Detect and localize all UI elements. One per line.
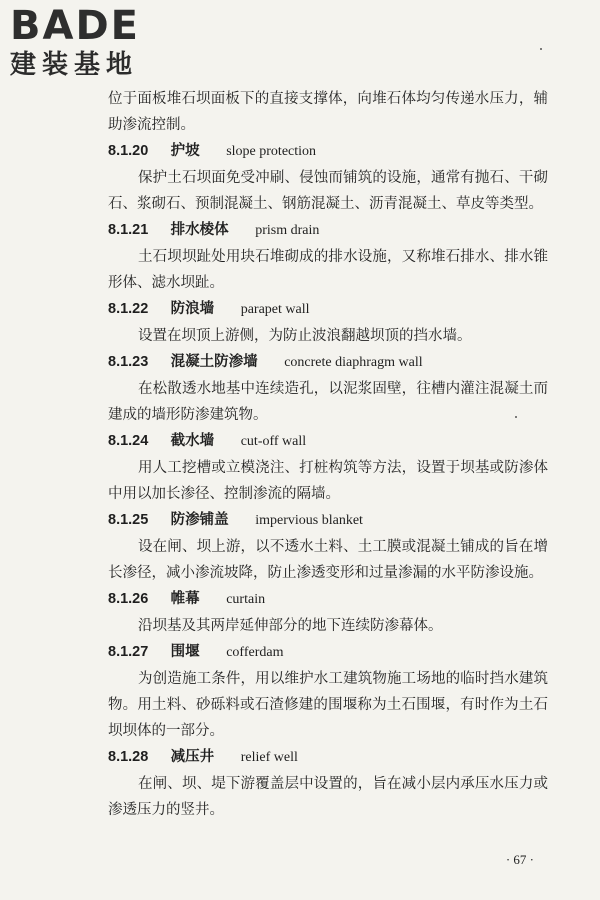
term-english: prism drain bbox=[255, 223, 320, 238]
term-heading bbox=[108, 138, 548, 165]
term-entry-8-1-27 bbox=[108, 639, 548, 744]
term-number: 8.1.26 bbox=[108, 591, 149, 607]
term-heading bbox=[108, 349, 548, 376]
term-definition: 设在闸、坝上游，以不透水土料、土工膜或混凝土铺成的旨在增长渗径，减小渗流坡降，防止渗透变形和过量渗漏的水平防渗设施。 bbox=[108, 539, 548, 581]
page-content bbox=[108, 86, 548, 823]
term-heading bbox=[108, 217, 548, 244]
term-heading bbox=[108, 507, 548, 534]
term-chinese: 防渗铺盖 bbox=[170, 511, 229, 528]
term-number: 8.1.23 bbox=[108, 354, 149, 370]
term-number: 8.1.25 bbox=[108, 512, 149, 528]
scan-speck bbox=[515, 416, 517, 418]
term-chinese: 防浪墙 bbox=[170, 300, 215, 317]
term-number: 8.1.22 bbox=[108, 301, 149, 317]
term-definition: 为创造施工条件，用以维护水工建筑物施工场地的临时挡水建筑物。用土料、砂砾料或石渣修建的围堰称为土石围堰，有时作为土石坝坝体的一部分。 bbox=[108, 671, 548, 739]
term-entry-8-1-21 bbox=[108, 217, 548, 296]
term-chinese: 截水墙 bbox=[170, 432, 215, 449]
term-number: 8.1.27 bbox=[108, 644, 149, 660]
term-entry-8-1-25 bbox=[108, 507, 548, 586]
term-english: slope protection bbox=[226, 144, 317, 159]
term-definition: 沿坝基及其两岸延伸部分的地下连续防渗幕体。 bbox=[138, 618, 443, 634]
term-chinese: 减压井 bbox=[170, 748, 215, 765]
term-chinese: 混凝土防渗墙 bbox=[170, 353, 258, 370]
term-chinese: 帷幕 bbox=[170, 590, 200, 607]
page-number: · 67 · bbox=[505, 852, 534, 867]
term-entry-8-1-24 bbox=[108, 428, 548, 507]
term-chinese: 护坡 bbox=[170, 142, 200, 159]
term-english: impervious blanket bbox=[255, 513, 363, 528]
term-heading bbox=[108, 586, 548, 613]
term-heading bbox=[108, 428, 548, 455]
intro-paragraph: 位于面板堆石坝面板下的直接支撑体，向堆石体均匀传递水压力，辅助渗流控制。 bbox=[108, 91, 548, 133]
watermark-logo bbox=[10, 4, 180, 96]
scan-speck bbox=[540, 48, 542, 50]
term-number: 8.1.24 bbox=[108, 433, 149, 449]
term-heading bbox=[108, 744, 548, 771]
term-english: parapet wall bbox=[240, 302, 310, 317]
term-english: curtain bbox=[226, 592, 266, 607]
term-definition: 保护土石坝面免受冲刷、侵蚀而铺筑的设施，通常有抛石、干砌石、浆砌石、预制混凝土、钢筋混凝土、沥青混凝土、草皮等类型。 bbox=[108, 170, 548, 212]
watermark-logo-text: BADE bbox=[10, 3, 140, 49]
term-chinese: 围堰 bbox=[170, 643, 200, 660]
term-definition: 设置在坝顶上游侧，为防止波浪翻越坝顶的挡水墙。 bbox=[138, 328, 472, 344]
term-heading bbox=[108, 639, 548, 666]
term-english: relief well bbox=[240, 750, 298, 765]
term-definition: 用人工挖槽或立模浇注、打桩构筑等方法，设置于坝基或防渗体中用以加长渗径、控制渗流的隔墙。 bbox=[108, 460, 548, 502]
term-chinese: 排水棱体 bbox=[170, 221, 229, 238]
term-definition: 在松散透水地基中连续造孔，以泥浆固壁，往槽内灌注混凝土而建成的墙形防渗建筑物。 bbox=[108, 381, 548, 423]
watermark-subtitle: 建装基地 bbox=[10, 50, 139, 80]
term-number: 8.1.28 bbox=[108, 749, 149, 765]
term-entry-8-1-23 bbox=[108, 349, 548, 428]
term-entry-8-1-20 bbox=[108, 138, 548, 217]
term-entry-8-1-22 bbox=[108, 296, 548, 349]
term-definition: 土石坝坝趾处用块石堆砌成的排水设施，又称堆石排水、排水锥形体、滤水坝趾。 bbox=[108, 249, 548, 291]
term-entry-8-1-26 bbox=[108, 586, 548, 639]
term-heading bbox=[108, 296, 548, 323]
term-entry-8-1-28 bbox=[108, 744, 548, 823]
term-english: cofferdam bbox=[226, 645, 284, 660]
term-number: 8.1.20 bbox=[108, 143, 149, 159]
term-english: concrete diaphragm wall bbox=[284, 355, 423, 370]
term-definition: 在闸、坝、堤下游覆盖层中设置的，旨在减小层内承压水压力或渗透压力的竖井。 bbox=[108, 776, 548, 818]
term-english: cut-off wall bbox=[240, 434, 307, 449]
term-number: 8.1.21 bbox=[108, 222, 149, 238]
